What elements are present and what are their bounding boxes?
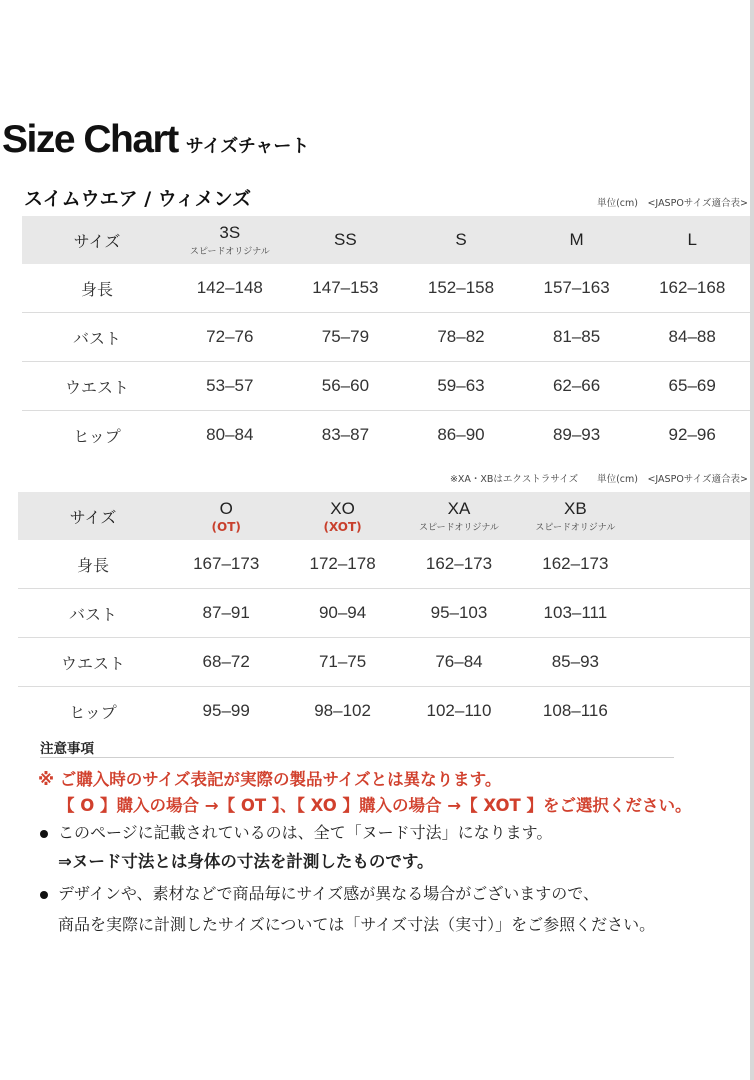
table-cell: [634, 687, 750, 736]
table-cell: 83–87: [321, 425, 370, 444]
table-row: [18, 540, 750, 589]
table-row: [22, 264, 750, 313]
table-cell: 56–60: [288, 362, 404, 411]
table-cell: [634, 540, 750, 589]
row-label: 身長: [18, 540, 168, 589]
notes-bullet-item: [40, 820, 552, 843]
table-cell: 68–72: [168, 638, 284, 687]
table-cell: 108–116: [542, 701, 608, 720]
table-cell: 98–102: [314, 701, 371, 720]
size-column-header: [517, 492, 633, 540]
table-header-row: [22, 216, 750, 264]
row-label: ウエスト: [22, 362, 172, 411]
notes-warning-detail: 【 O 】購入の場合 →【 OT 】、【 XO 】購入の場合 →【 XOT 】をご選択ください。: [58, 796, 692, 815]
size-sublabel: スピードオリジナル: [189, 247, 270, 257]
table-cell: 75–79: [288, 313, 404, 362]
size-label: XB: [564, 499, 587, 518]
size-label: SS: [334, 230, 357, 249]
size-column-header: [403, 216, 519, 264]
size-table-extra: [18, 492, 750, 735]
notes-text: デザインや、素材などで商品毎にサイズ感が異なる場合がございますので、: [58, 884, 599, 903]
size-label: S: [455, 230, 467, 249]
page-title: [2, 118, 309, 162]
table-cell: 152–158: [403, 264, 519, 313]
corner-label: サイズ: [18, 492, 168, 540]
table-cell: 65–69: [634, 362, 750, 411]
size-column-header: [288, 216, 404, 264]
row-label: バスト: [18, 589, 168, 638]
table-cell: 86–90: [437, 425, 485, 444]
row-label: ヒップ: [73, 426, 121, 446]
size-table-standard: [22, 216, 750, 459]
bullet-dot-icon: [40, 830, 48, 838]
row-label: バスト: [22, 313, 172, 362]
table-header-row: [18, 492, 750, 540]
table-cell: 87–91: [168, 589, 284, 638]
table-row: [22, 313, 750, 362]
section-title: スイムウエア / ウィメンズ: [24, 188, 252, 210]
size-column-header: [634, 216, 750, 264]
table-cell: 157–163: [519, 264, 635, 313]
notes-emphasis-line: ⇒ヌード寸法とは身体の寸法を計測したものです。: [58, 852, 434, 871]
table-cell: [634, 638, 750, 687]
table-cell: 167–173: [168, 540, 284, 589]
notes-heading: 注意事項: [40, 741, 94, 757]
size-label: L: [687, 230, 697, 249]
table-cell: 53–57: [172, 362, 288, 411]
row-label: ウエスト: [18, 638, 168, 687]
table-cell: 62–66: [519, 362, 635, 411]
size-column-header: [519, 216, 635, 264]
table1-note: 単位(cm) <JASPOサイズ適合表>: [597, 198, 748, 209]
size-label: 3S: [219, 223, 241, 242]
table-cell: 92–96: [668, 425, 716, 444]
size-label: M: [569, 230, 584, 249]
table-cell: 59–63: [403, 362, 519, 411]
table-cell: 78–82: [403, 313, 519, 362]
table-cell: 76–84: [401, 638, 517, 687]
row-label: 身長: [22, 264, 172, 313]
title-sub: サイズチャート: [185, 136, 310, 157]
table-cell: 81–85: [519, 313, 635, 362]
size-label: XO: [330, 498, 355, 518]
table-cell: 142–148: [172, 264, 288, 313]
table-cell: 172–178: [284, 540, 400, 589]
table-row: [18, 589, 750, 638]
title-main: Size Chart: [2, 118, 178, 161]
notes-text: 商品を実際に計測したサイズについては「サイズ寸法（実寸）」をご参照ください。: [58, 915, 656, 934]
table-cell: 162–173: [401, 540, 517, 589]
size-column-header: [634, 492, 750, 540]
corner-label: サイズ: [22, 216, 172, 264]
table-cell: 85–93: [517, 638, 633, 687]
table-row: [18, 687, 750, 736]
table2-note: ※XA・XBはエクストラサイズ 単位(cm) <JASPOサイズ適合表>: [449, 474, 748, 485]
table-cell: 80–84: [206, 425, 254, 444]
table-cell: 103–111: [517, 589, 633, 638]
table-cell: 102–110: [426, 701, 492, 720]
table-cell: 95–103: [401, 589, 517, 638]
table-cell: 84–88: [634, 313, 750, 362]
size-label: O: [219, 498, 233, 518]
size-column-header: [172, 216, 288, 264]
bullet-dot-icon: [40, 891, 48, 899]
table-cell: 72–76: [172, 313, 288, 362]
table-row: [18, 638, 750, 687]
notes-divider: [40, 757, 674, 758]
table-cell: 71–75: [284, 638, 400, 687]
notes-bullet-item: [40, 881, 599, 904]
notes-warning-line: ※ ご購入時のサイズ表記が実際の製品サイズとは異なります。: [38, 770, 502, 789]
table-cell: 162–168: [634, 264, 750, 313]
size-column-header: [168, 492, 284, 540]
table-cell: 95–99: [202, 701, 250, 720]
table-row: [22, 411, 750, 460]
page-edge-divider: [750, 0, 754, 1080]
table-row: [22, 362, 750, 411]
size-sublabel: スピードオリジナル: [419, 523, 499, 533]
table-cell: 89–93: [552, 425, 601, 444]
size-label: XA: [447, 499, 471, 518]
table-cell: 162–173: [517, 540, 633, 589]
table-cell: [634, 589, 750, 638]
table-cell: 90–94: [284, 589, 400, 638]
row-label: ヒップ: [69, 702, 117, 722]
size-alt-label: (OT): [211, 519, 241, 534]
size-column-header: [401, 492, 517, 540]
size-alt-label: (XOT): [323, 519, 362, 534]
notes-text: このページに記載されているのは、全て「ヌード寸法」になります。: [58, 823, 553, 842]
size-sublabel: スピードオリジナル: [535, 523, 616, 533]
table-cell: 147–153: [288, 264, 404, 313]
size-column-header: [284, 492, 400, 540]
